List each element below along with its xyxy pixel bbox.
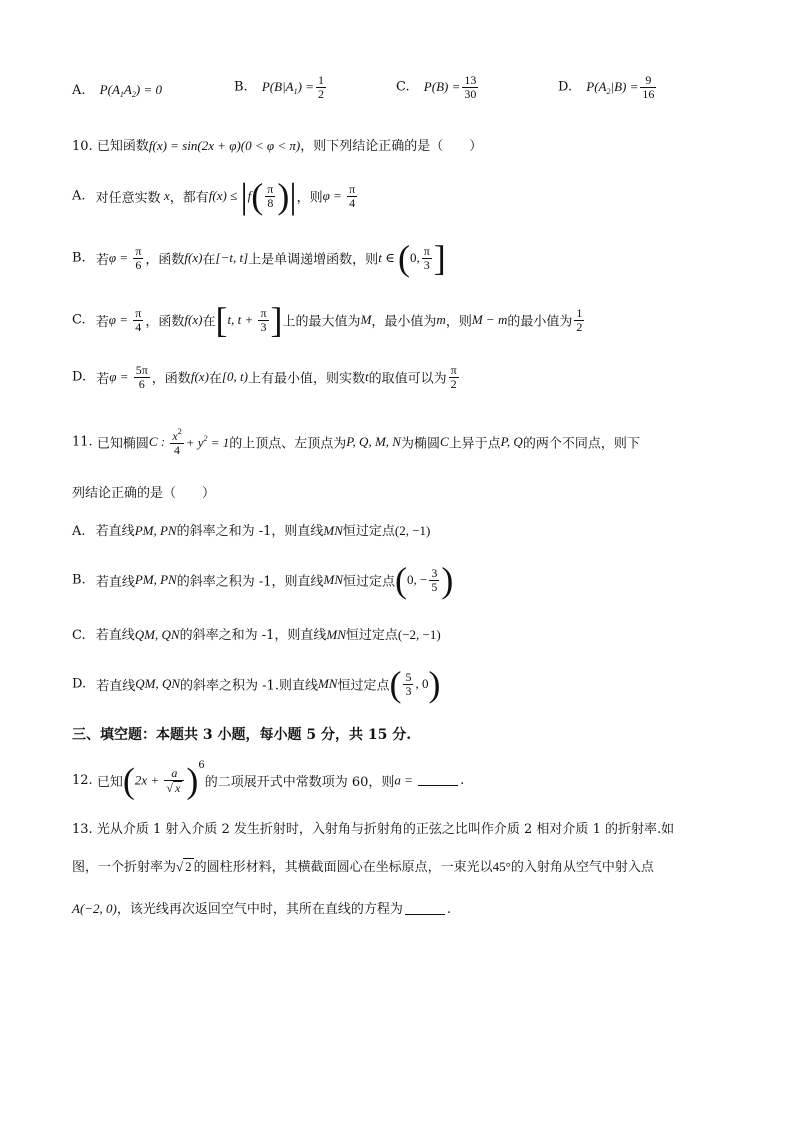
paren-left: (	[395, 560, 408, 600]
q10-option-c-label: C.	[72, 312, 86, 328]
q10-option-b-phi-frac: $\frac{\pi}{6}$	[135, 243, 142, 272]
q11-option-c-point: (−2, −1)	[397, 627, 441, 642]
q10-option-a-label: A.	[72, 188, 86, 204]
q13-line1-text: 光从介质 1 射入介质 2 发生折射时，入射角与折射角的正弦之比叫作介质 2 相对介质 1 的折射率.如	[96, 822, 675, 837]
q10-option-a	[72, 178, 794, 214]
q11-option-b-lines: PM, PN	[134, 572, 177, 587]
q11-option-d-lines: QM, QN	[135, 676, 181, 691]
q12-frac: $\frac{a}{√ x}$	[164, 767, 184, 794]
q10-option-d	[72, 364, 794, 390]
q10-number: 10.	[72, 139, 93, 154]
q13-line2a: 图，一个折射率为	[72, 860, 177, 875]
q12-number: 12.	[72, 773, 93, 788]
q10-option-a-text2: ，都有	[169, 190, 209, 206]
q10-option-c-text6: ，则	[445, 314, 472, 330]
zero: 0,	[409, 250, 420, 265]
q10-option-d-text4: 上有最小值，则实数	[247, 371, 365, 387]
q10-option-a-phi: φ =	[322, 188, 346, 203]
q11-option-a-lines: PM, PN	[134, 523, 177, 538]
paren-left: (	[397, 238, 410, 278]
q10-option-c-text3: 在	[202, 314, 216, 330]
q10-option-b	[72, 240, 794, 276]
q11-option-d-label: D.	[72, 676, 87, 692]
q13-line1	[72, 818, 794, 837]
q11-option-c-label: C.	[72, 628, 86, 643]
abs-bar-left: |	[240, 176, 248, 216]
q11-option-c-text2: 的斜率之和为 -1，则直线	[179, 628, 327, 643]
q11-option-b-text3: 恒过定点	[343, 574, 396, 590]
q10-option-b-fx: f(x)	[184, 250, 203, 265]
q11-option-b-zero: 0, −	[407, 572, 428, 587]
paren-right: )	[186, 760, 199, 801]
paren-right: )	[441, 560, 454, 600]
q10-option-c-diff: M − m	[471, 312, 508, 327]
q11-option-d-text1: 若直线	[96, 678, 136, 694]
q13-line2	[72, 856, 794, 875]
q11-stem2: 的上顶点、左顶点为	[229, 436, 347, 452]
q11-option-c-lines: QM, QN	[134, 627, 180, 642]
q10-option-d-label: D.	[72, 369, 87, 385]
q11-number: 11.	[72, 434, 93, 450]
q9-option-d	[558, 74, 658, 100]
q12	[72, 760, 794, 799]
q12-answer-blank[interactable]	[418, 773, 458, 786]
bracket-right: ]	[270, 300, 283, 340]
bracket-left: [	[215, 300, 228, 340]
bracket-right: ]	[433, 238, 446, 278]
q12-exponent: 6	[198, 760, 205, 771]
q12-a: a =	[394, 772, 417, 788]
q11-ellipse-rest: + $y^2 = 1$	[185, 433, 230, 450]
q11-ellipse-C: C :	[148, 434, 169, 450]
q10-stem-suffix: ，则下列结论正确的是（ ）	[300, 139, 483, 154]
q10-option-c-text5: ，最小值为	[371, 314, 437, 330]
q11-ellipse-frac: $\frac{x^2}{4}$	[172, 427, 182, 457]
q11-option-b-label: B.	[72, 572, 86, 588]
q10-option-b-phi: φ =	[108, 250, 132, 265]
q11-option-d-MN: MN	[317, 676, 338, 691]
q13-line3	[72, 898, 794, 917]
q13-point-A: A(−2, 0)	[72, 901, 117, 916]
paren-left: (	[389, 664, 402, 704]
q11-option-d-text2: 的斜率之积为 -1.则直线	[180, 678, 318, 694]
q11-option-d	[72, 666, 794, 702]
q10-option-b-text3: 在	[202, 252, 216, 268]
q9-option-c-label: C.	[396, 79, 410, 95]
q9-option-c-formula: P(B) =	[423, 79, 461, 95]
q10-option-a-text1: 对任意实数	[95, 190, 161, 206]
q13-line3a: ，该光线再次返回空气中时，其所在直线的方程为	[116, 902, 403, 917]
q11-C: C	[439, 434, 449, 450]
q11-stem-line2: 列结论正确的是（ ）	[72, 486, 216, 501]
q10-option-d-t: t	[364, 369, 369, 385]
q10-option-b-text2: ，函数	[145, 252, 185, 268]
q10-option-d-phi: φ =	[109, 369, 132, 385]
q10-option-c-text7: 的最小值为	[507, 314, 573, 330]
q11-PQ: P, Q	[500, 434, 523, 450]
q11-option-a	[72, 520, 794, 539]
paren-left: (	[122, 760, 135, 801]
q9-option-a-formula: $P(A_1A_2) = 0$	[99, 82, 162, 99]
q9-option-a	[72, 82, 162, 99]
q10-option-c-fx: f(x)	[184, 312, 203, 327]
q11-option-d-text3: 恒过定点	[337, 678, 390, 694]
q10-option-a-x: x	[160, 188, 170, 203]
q10-option-c-phi-frac: $\frac{\pi}{4}$	[135, 305, 142, 334]
q10-option-b-t-frac: $\frac{\pi}{3}$	[423, 243, 430, 272]
q11-option-b-MN: MN	[323, 572, 344, 587]
paren-left: (	[251, 176, 264, 216]
q10-option-d-text2: ，函数	[151, 371, 191, 387]
q9-option-d-label: D.	[558, 79, 573, 95]
q11-stem-line1	[72, 428, 794, 456]
q10-option-c-frac: $\frac{\pi}{3}$	[260, 305, 267, 334]
q11-option-b	[72, 562, 794, 598]
section3-heading: 三、填空题：本题共 3 小题，每小题 5 分，共 15 分.	[72, 727, 412, 743]
q9-option-b-formula: $P(B|A_1)$ =	[261, 78, 314, 96]
q10-stem-prefix: 已知函数	[96, 139, 149, 154]
q10-option-a-frac: $\frac{\pi}{8}$	[267, 181, 274, 210]
q11-option-c	[72, 624, 794, 643]
q9-option-b-fraction: $\frac{1}{2}$	[317, 73, 324, 101]
q11-points: P, Q, M, N	[346, 434, 401, 450]
q11-option-b-frac: $\frac{3}{5}$	[431, 565, 438, 594]
q10-option-d-text1: 若	[96, 371, 110, 387]
abs-bar-right: |	[289, 176, 297, 216]
q10-option-c-t: t, t +	[227, 312, 257, 327]
paren-right: )	[428, 664, 441, 704]
q9-option-c	[396, 74, 480, 100]
q11-option-c-text3: 恒过定点	[345, 628, 398, 643]
q10-option-c-M: M	[360, 312, 372, 327]
q10-option-c-phi: φ =	[108, 312, 132, 327]
q9-option-a-label: A.	[72, 83, 86, 98]
q12-text3: .	[460, 773, 465, 788]
q11-option-c-MN: MN	[326, 627, 346, 642]
q10-option-a-text3: ，则	[296, 190, 323, 206]
q11-option-d-zero: , 0	[415, 676, 429, 691]
q11-option-a-text2: 的斜率之和为 -1，则直线	[176, 524, 324, 539]
q10-option-a-ineq: f(x) ≤	[208, 188, 241, 203]
q10-option-c	[72, 302, 794, 338]
q9-option-d-fraction: $\frac{9}{16}$	[642, 73, 655, 101]
q11-option-b-text1: 若直线	[95, 574, 135, 590]
q11-option-a-text3: 恒过定点	[342, 524, 395, 539]
q10-option-b-text4: 上是单调递增函数，则	[248, 252, 379, 268]
q10-option-c-text2: ，函数	[145, 314, 185, 330]
q10-option-d-fx: f(x)	[190, 369, 209, 385]
q11-option-b-text2: 的斜率之积为 -1，则直线	[176, 574, 324, 590]
q9-option-d-formula: $P(A_2|B)$ =	[586, 78, 639, 96]
q13-line3b: .	[446, 902, 452, 917]
q11-stem1: 已知椭圆	[96, 436, 149, 452]
q13-answer-blank[interactable]	[405, 902, 445, 915]
q12-text1: 已知	[96, 775, 123, 790]
q13-sqrt2: √ 2	[176, 859, 192, 874]
q13-line2c: 的入射角从空气中射入点	[510, 860, 654, 875]
paren-right: )	[277, 176, 290, 216]
q11-option-a-MN: MN	[323, 523, 343, 538]
q13-line2b: 的圆柱形材料，其横截面圆心在坐标原点，一束光以	[193, 860, 493, 875]
q10-option-d-frac: $\frac{\pi}{2}$	[450, 363, 457, 391]
q11-option-a-label: A.	[72, 524, 86, 539]
q13-number: 13.	[72, 822, 93, 837]
q11-option-a-text1: 若直线	[95, 524, 135, 539]
q10-option-d-phi-frac: $\frac{5\pi}{6}$	[135, 363, 148, 391]
q10-option-a-f: f	[247, 188, 252, 203]
q10-function: f(x) = sin(2x + φ)(0 < φ < π)	[148, 138, 301, 153]
q10-option-d-text5: 的取值可以为	[368, 371, 447, 387]
q10-option-c-m: m	[436, 312, 446, 327]
q12-text2: 的二项展开式中常数项为 60，则	[204, 775, 395, 790]
q10-option-b-text1: 若	[95, 252, 109, 268]
q10-stem	[72, 135, 794, 154]
q10-option-b-t: t ∈	[378, 250, 398, 265]
q12-2x: 2x +	[134, 772, 163, 788]
q11-stem5: 的两个不同点，则下	[522, 436, 640, 452]
q13-angle: 45°	[492, 859, 511, 874]
q11-option-a-point: (2, −1)	[394, 523, 431, 538]
q10-option-a-phi-frac: $\frac{\pi}{4}$	[349, 181, 356, 210]
q10-option-b-interval: [−t, t]	[215, 250, 249, 265]
q9-option-b	[234, 74, 328, 100]
q11-stem3: 为椭圆	[400, 436, 440, 452]
q10-option-b-label: B.	[72, 250, 86, 266]
q9-option-c-fraction: $\frac{13}{30}$	[464, 73, 477, 101]
q10-option-c-min-frac: $\frac{1}{2}$	[576, 305, 583, 334]
q10-option-c-text4: 上的最大值为	[282, 314, 361, 330]
q10-option-d-text3: 在	[208, 371, 222, 387]
q11-stem4: 上异于点	[448, 436, 501, 452]
q9-option-b-label: B.	[234, 79, 248, 95]
q11-option-d-frac: $\frac{5}{3}$	[405, 669, 412, 698]
q10-option-c-text1: 若	[95, 314, 109, 330]
q11-option-c-text1: 若直线	[95, 628, 135, 643]
q10-option-d-interval: [0, t)	[221, 369, 248, 385]
